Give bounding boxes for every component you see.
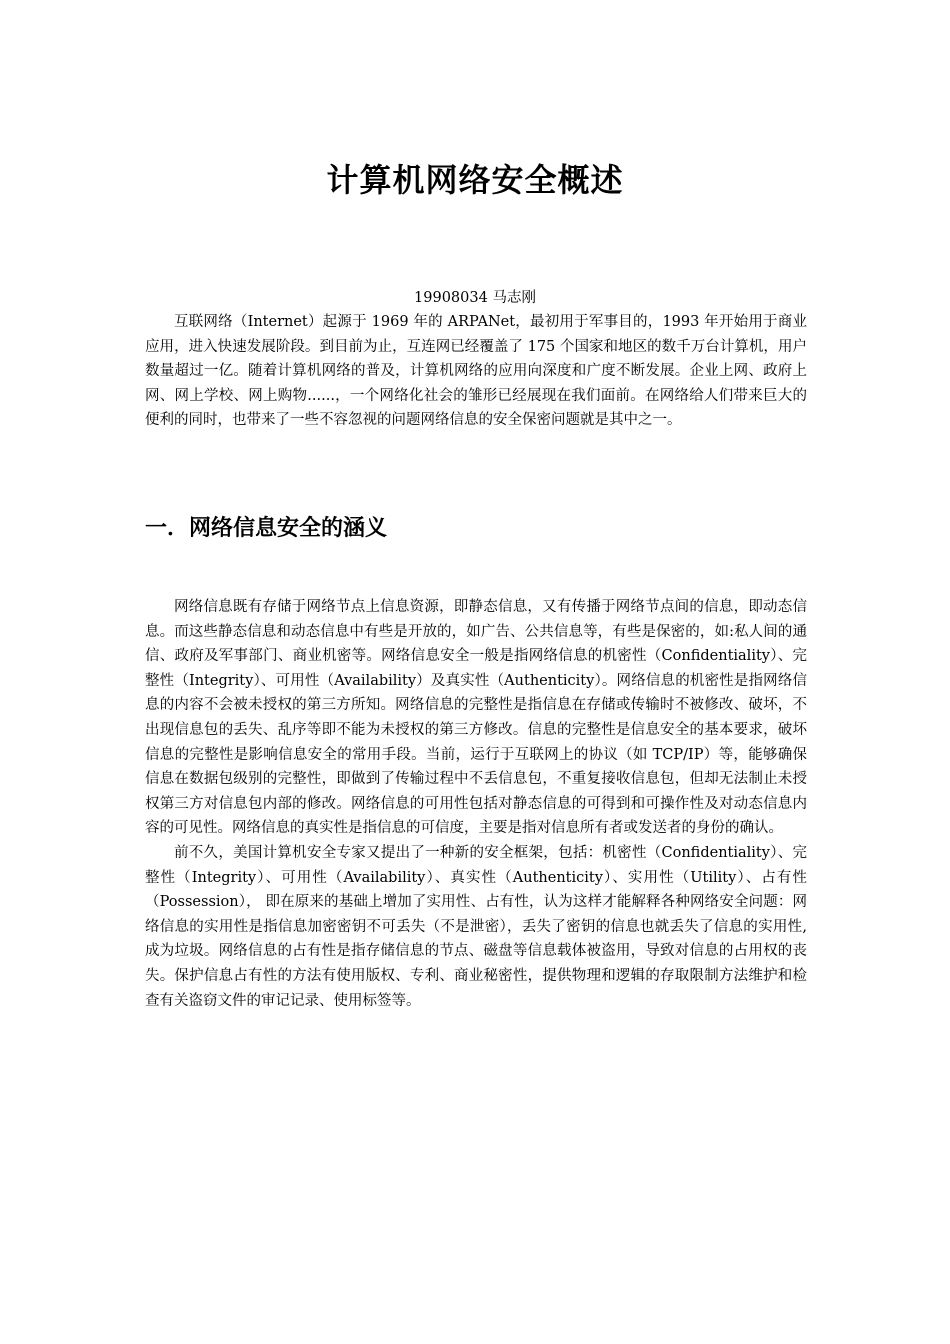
intro-section — [145, 310, 807, 433]
author-line: 19908034 马志刚 — [414, 290, 536, 306]
document-title: 计算机网络安全概述 — [326, 161, 624, 199]
intro-paragraph: 互联网络（Internet）起源于 1969 年的 ARPANet，最初用于军事目的，1993 年开始用于商业应用，进入快速发展阶段。到目前为止，互连网已经覆盖了 175 个国家和地区的数千万台计算机，用户数量超过一亿。随着计算机网络的普及，计算机网络的应用向深度和广度不断发展。企业上网、政府上网、网上学校、网上购物......，一个网络化社会的雏形已经展现在我们面前。在网络给人们带来巨大的便利的同时，也带来了一些不容忽视的问题网络信息的安全保密问题就是其中之一。 — [145, 314, 807, 429]
section-heading: 一．网络信息安全的涵义 — [145, 516, 388, 541]
section-paragraph: 前不久，美国计算机安全专家又提出了一种新的安全框架，包括：机密性（Confidentiality）、完整性（Integrity）、可用性（Availability）、真实性（Authenticity）、实用性（Utility）、占有性（Possession）， 即在原来的基础上增加了实用性、占有性，认为这样才能解释各种网络安全问题：网络信息的实用性是指信息加密密钥不可丢失（不是泄密），丢失了密钥的信息也就丢失了信息的实用性,成为垃圾。网络信息的占有性是指存储信息的节点、磁盘等信息载体被盗用，导致对信息的占用权的丧失。保护信息占有性的方法有使用版权、专利、商业秘密性，提供物理和逻辑的存取限制方法维护和检查有关盗窃文件的审记记录、使用标签等。 — [145, 844, 807, 1009]
section-body — [145, 595, 807, 1013]
section-paragraph: 网络信息既有存储于网络节点上信息资源，即静态信息，又有传播于网络节点间的信息，即动态信息。而这些静态信息和动态信息中有些是开放的，如广告、公共信息等，有些是保密的，如:私人间的通信、政府及军事部门、商业机密等。网络信息安全一般是指网络信息的机密性（Confidentiality）、完整性（Integrity）、可用性（Availability）及真实性（Authenticity）。网络信息的机密性是指网络信息的内容不会被未授权的第三方所知。网络信息的完整性是指信息在存储或传输时不被修改、破坏，不出现信息包的丢失、乱序等即不能为未授权的第三方修改。信息的完整性是信息安全的基本要求，破坏信息的完整性是影响信息安全的常用手段。当前，运行于互联网上的协议（如 TCP/IP）等，能够确保信息在数据包级别的完整性，即做到了传输过程中不丢信息包，不重复接收信息包，但却无法制止未授权第三方对信息包内部的修改。网络信息的可用性包括对静态信息的可得到和可操作性及对动态信息内容的可见性。网络信息的真实性是指信息的可信度，主要是指对信息所有者或发送者的身份的确认。 — [145, 599, 807, 837]
